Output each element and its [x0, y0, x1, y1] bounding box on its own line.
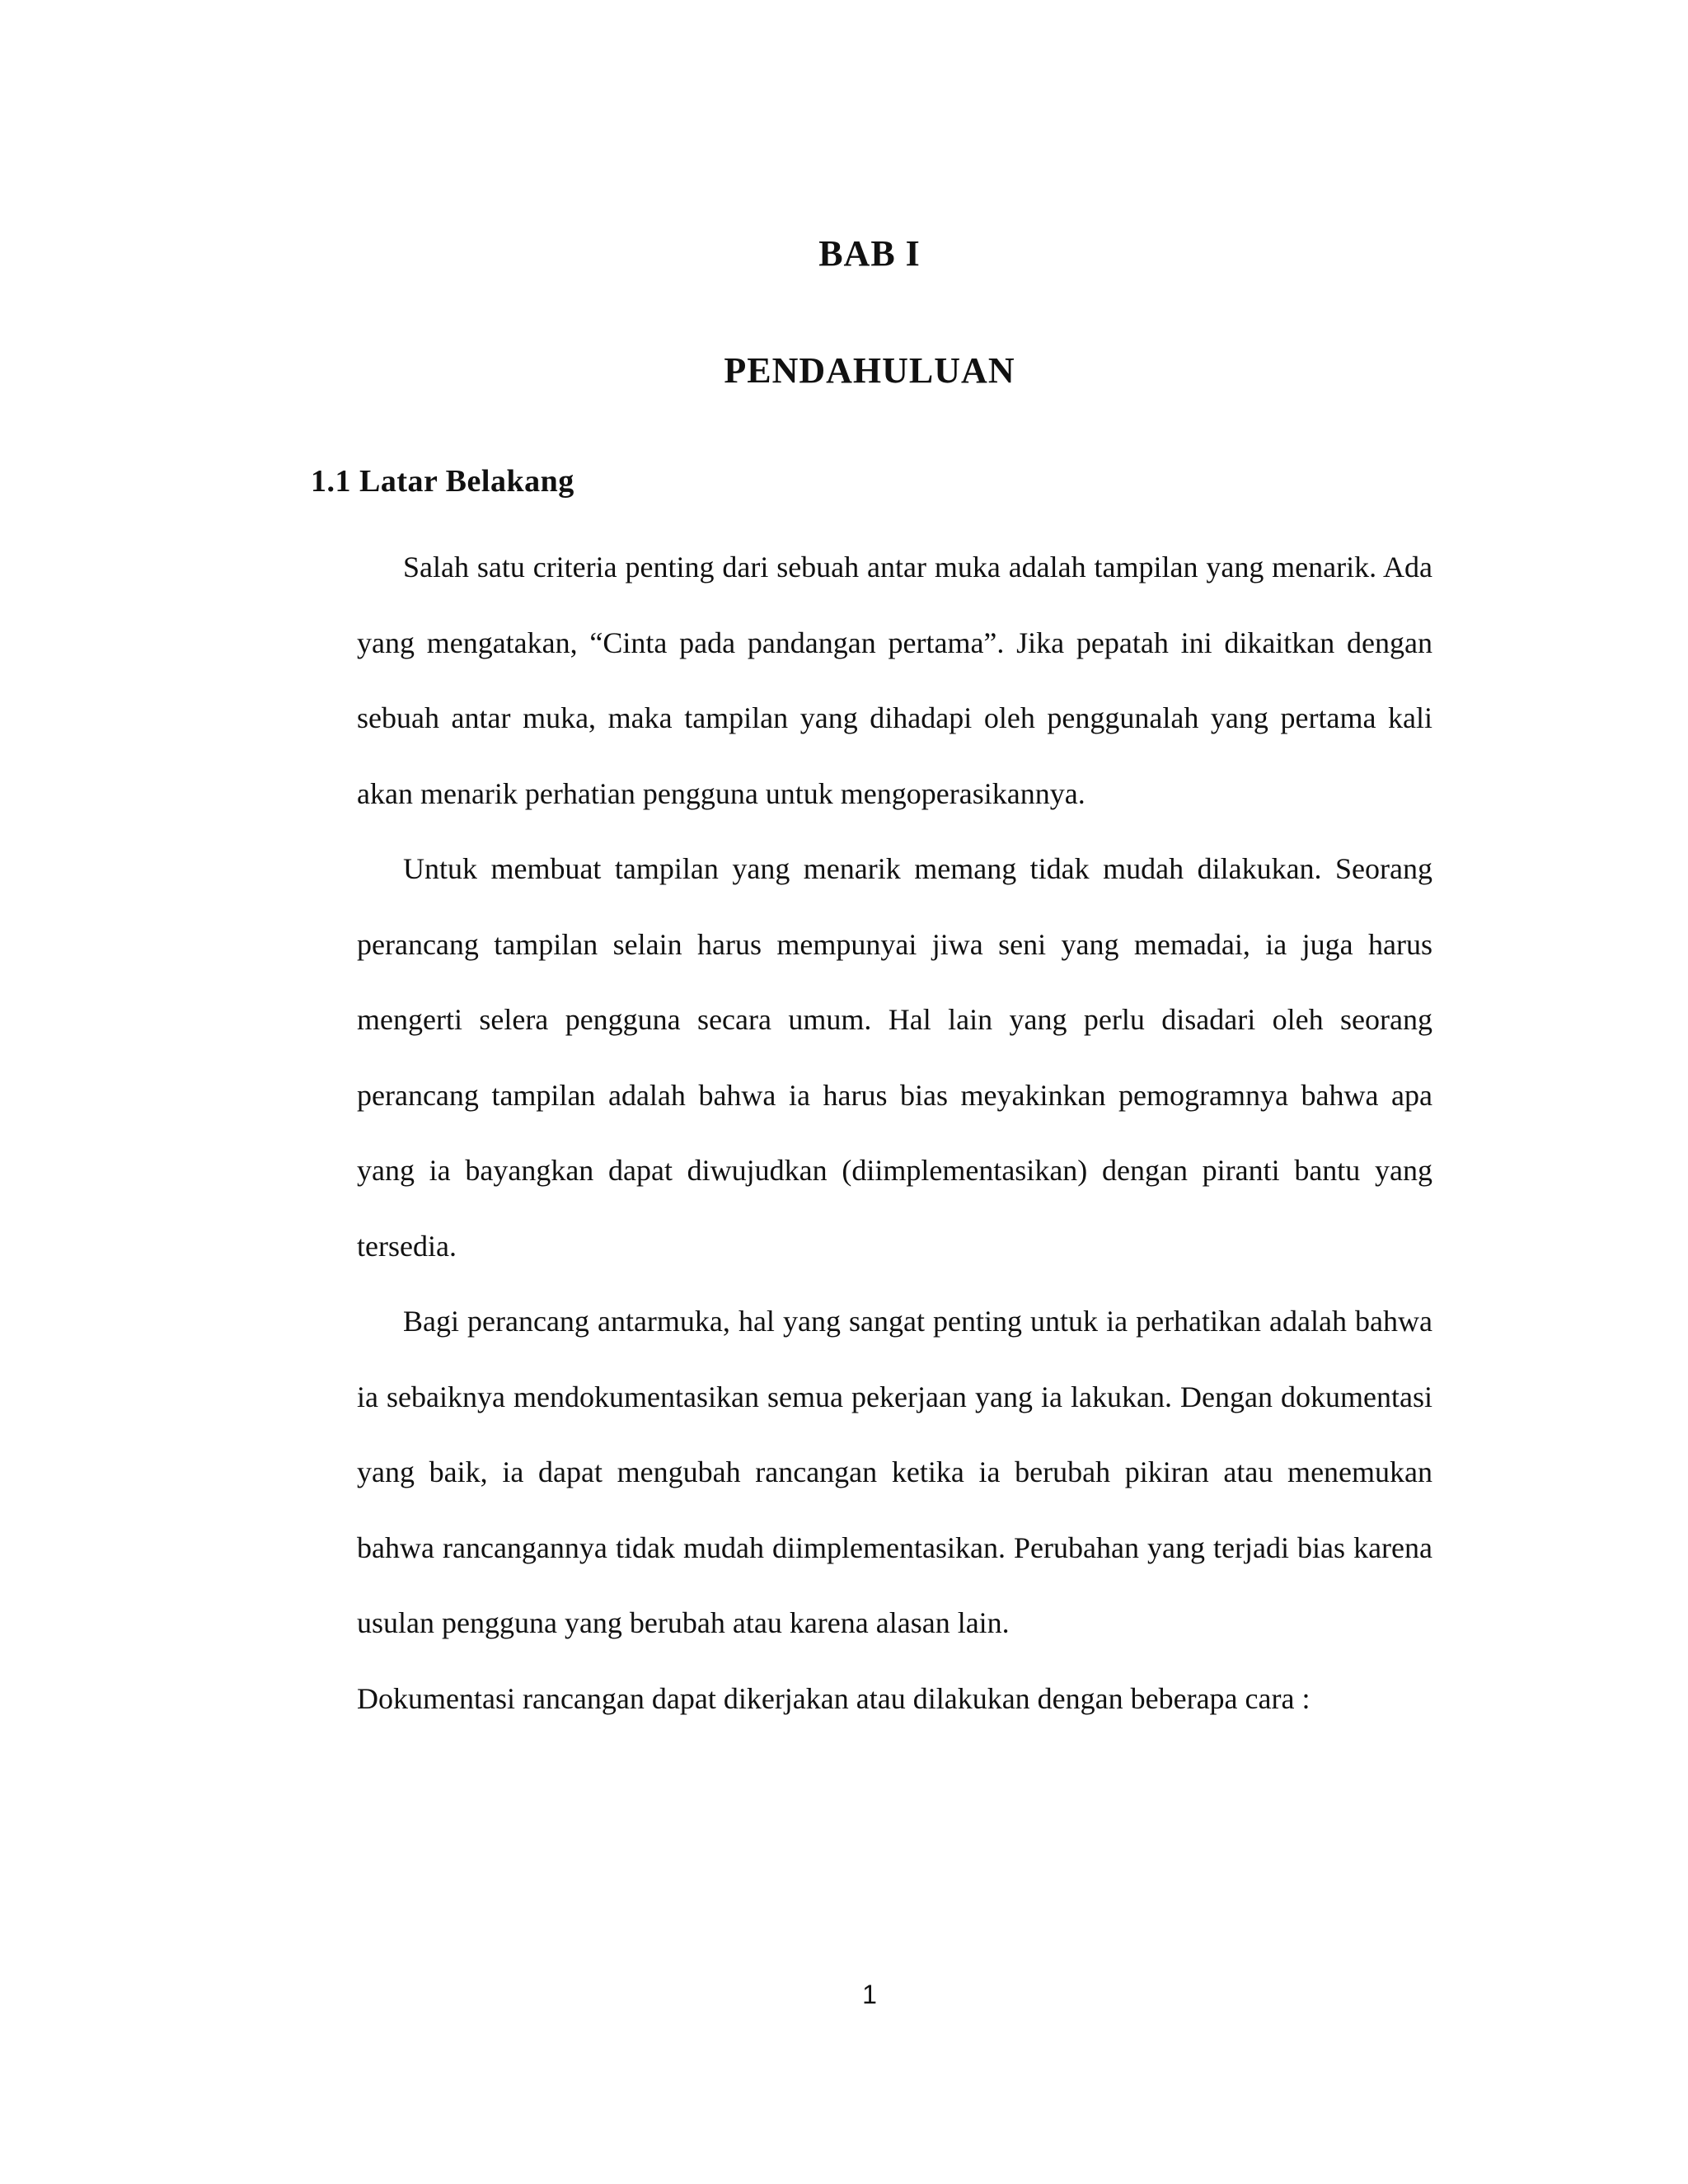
paragraph-2: Untuk membuat tampilan yang menarik memang tidak mudah dilakukan. Seorang perancang tampilan selain harus mempunyai jiwa seni yang memadai, ia juga harus mengerti selera pengguna secara umum. Hal lain yang perlu disadari oleh seorang perancang tampilan adalah bahwa ia harus bias meyakinkan pemogramnya bahwa apa yang ia bayangkan dapat diwujudkan (diimplementasikan) dengan piranti bantu yang tersedia. — [357, 852, 1432, 1263]
paragraph-1: Salah satu criteria penting dari sebuah antar muka adalah tampilan yang menarik. Ada yang mengatakan, “Cinta pada pandangan pertama”. Jika pepatah ini dikaitkan dengan sebuah antar muka, maka tampilan yang dihadapi oleh penggunalah yang pertama kali akan menarik perhatian pengguna untuk mengoperasikannya. — [357, 551, 1432, 810]
chapter-title: PENDAHULUAN — [724, 350, 1015, 391]
section-heading: 1.1 Latar Belakang — [311, 464, 574, 499]
chapter-label: BAB I — [818, 233, 921, 274]
paragraph-4: Dokumentasi rancangan dapat dikerjakan atau dilakukan dengan beberapa cara : — [357, 1681, 1311, 1715]
body-text — [357, 530, 1432, 1736]
paragraph-3: Bagi perancang antarmuka, hal yang sangat penting untuk ia perhatikan adalah bahwa ia sebaiknya mendokumentasikan semua pekerjaan yang ia lakukan. Dengan dokumentasi yang baik, ia dapat mengubah rancangan ketika ia berubah pikiran atau menemukan bahwa rancangannya tidak mudah diimplementasikan. Perubahan yang terjadi bias karena usulan pengguna yang berubah atau karena alasan lain. — [357, 1305, 1432, 1639]
page-number: 1 — [862, 1980, 877, 2009]
